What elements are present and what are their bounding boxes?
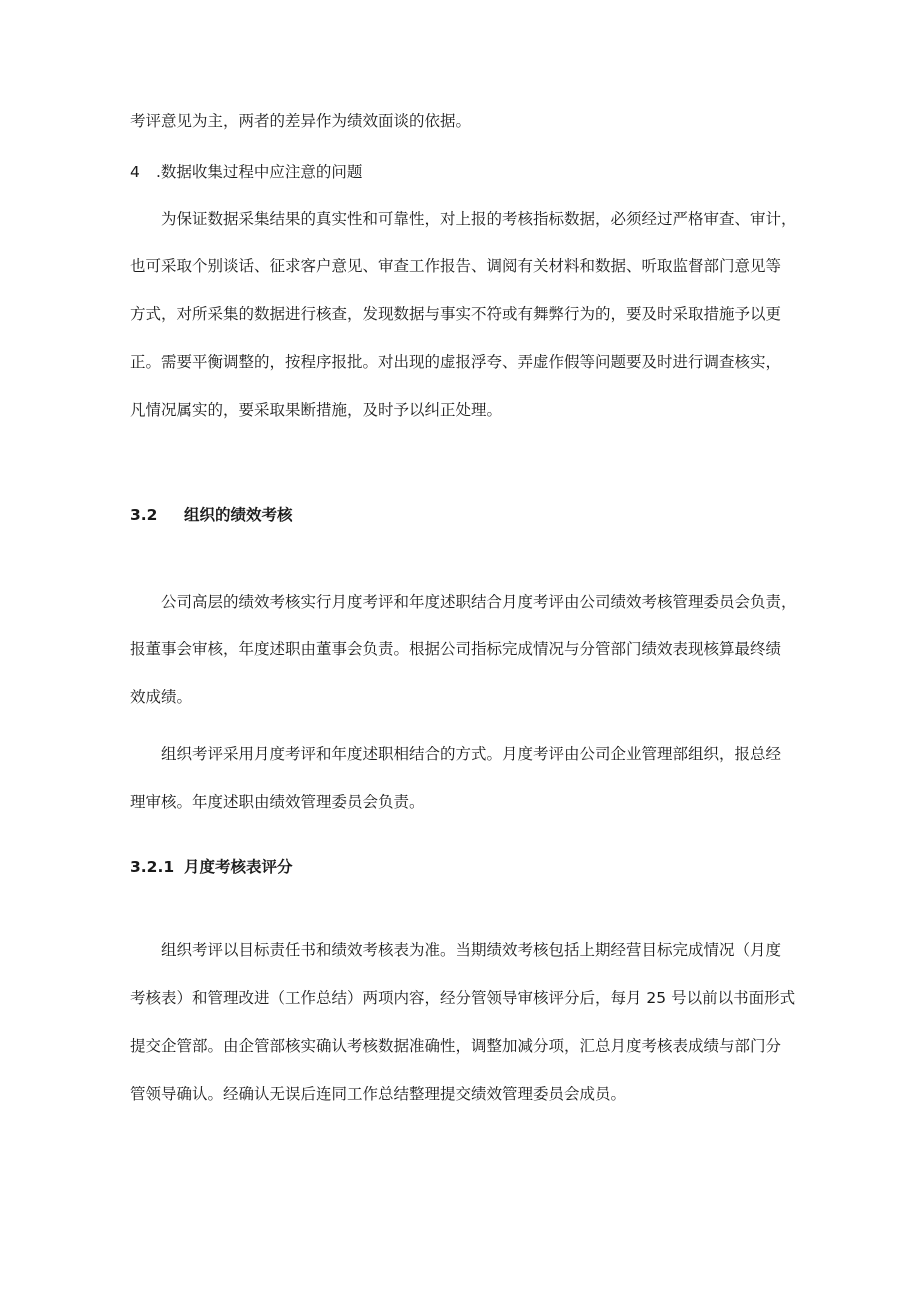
section-3-2-1-line-1: 组织考评以目标责任书和绩效考核表为准。当期绩效考核包括上期经营目标完成情况（月度	[161, 941, 782, 959]
item4-title: .数据收集过程中应注意的问题	[156, 163, 363, 181]
section-3-2-heading	[130, 505, 293, 525]
item4-line-5: 凡情况属实的，要采取果断措施，及时予以纠正处理。	[130, 401, 503, 419]
item4-line-2: 也可采取个别谈话、征求客户意见、审查工作报告、调阅有关材料和数据、听取监督部门意见等	[130, 257, 782, 275]
section-3-2-number: 3.2	[130, 506, 158, 524]
section-3-2-1-line-2: 考核表）和管理改进（工作总结）两项内容，经分管领导审核评分后，每月 25 号以前以书面形式	[130, 989, 796, 1007]
section-3-2-p1-line-2: 报董事会审核，年度述职由董事会负责。根据公司指标完成情况与分管部门绩效表现核算最终绩	[130, 640, 782, 658]
continuation-line: 考评意见为主，两者的差异作为绩效面谈的依据。	[130, 112, 472, 130]
item4-line-1: 为保证数据采集结果的真实性和可靠性，对上报的考核指标数据，必须经过严格审查、审计，	[161, 210, 797, 228]
item4-line-3: 方式，对所采集的数据进行核查，发现数据与事实不符或有舞弊行为的，要及时采取措施予以更	[130, 305, 782, 323]
section-3-2-1-title: 月度考核表评分	[184, 858, 293, 876]
section-3-2-1-line-4: 管领导确认。经确认无误后连同工作总结整理提交绩效管理委员会成员。	[130, 1085, 627, 1103]
section-3-2-1-number: 3.2.1	[130, 858, 175, 876]
section-3-2-p2-line-2: 理审核。年度述职由绩效管理委员会负责。	[130, 793, 425, 811]
section-3-2-p1-line-1: 公司高层的绩效考核实行月度考评和年度述职结合月度考评由公司绩效考核管理委员会负责，	[161, 593, 797, 611]
section-3-2-p1-line-3: 效成绩。	[130, 688, 193, 706]
section-3-2-title: 组织的绩效考核	[184, 506, 293, 524]
section-3-2-1-line-3: 提交企管部。由企管部核实确认考核数据准确性，调整加减分项，汇总月度考核表成绩与部门分	[130, 1037, 782, 1055]
section-3-2-p2-line-1: 组织考评采用月度考评和年度述职相结合的方式。月度考评由公司企业管理部组织，报总经	[161, 745, 782, 763]
item4-line-4: 正。需要平衡调整的，按程序报批。对出现的虚报浮夸、弄虚作假等问题要及时进行调查核实，	[130, 353, 782, 371]
item4-heading	[130, 162, 362, 182]
section-3-2-1-heading	[130, 857, 293, 877]
item4-number: 4	[130, 163, 140, 181]
